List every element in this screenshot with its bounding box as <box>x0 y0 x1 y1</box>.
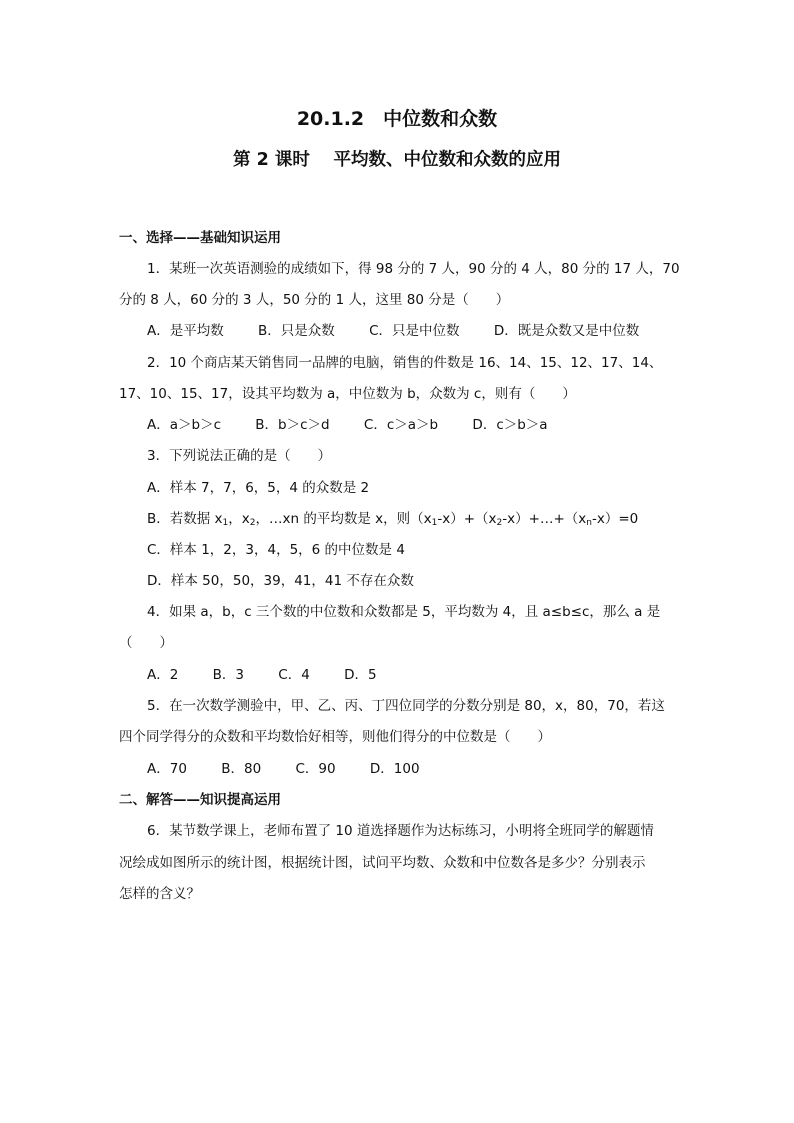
q5-option-d: D．100 <box>369 761 420 777</box>
q3-option-b-text: ，x <box>228 511 250 527</box>
q3-option-b-text: -x）+（x <box>437 511 497 527</box>
q2-option-a: A．a＞b＞c <box>147 417 221 433</box>
q1-line-1: 1．某班一次英语测验的成绩如下，得 98 分的 7 人，90 分的 4 人，80 分的 17 人，70 <box>147 261 680 277</box>
subscript: 1 <box>431 518 438 528</box>
q1-option-b: B．只是众数 <box>258 323 335 339</box>
q5-option-a: A．70 <box>147 761 187 777</box>
page-title: 20.1.2 中位数和众数 <box>296 108 498 130</box>
q4-option-b: B．3 <box>212 667 244 683</box>
q2-option-d: D．c＞b＞a <box>472 417 548 433</box>
q3-option-b-text: -x）+…+（x <box>502 511 587 527</box>
subscript: 2 <box>249 518 256 528</box>
q1-options <box>147 321 639 341</box>
q3-option-c: C．样本 1，2，3，4，5，6 的中位数是 4 <box>147 542 405 558</box>
q2-option-c: C．c＞a＞b <box>363 417 439 433</box>
q6-line-3: 怎样的含义？ <box>119 886 200 902</box>
q6-line-2: 况绘成如图所示的统计图，根据统计图，试问平均数、众数和中位数各是多少？分别表示 <box>119 855 646 871</box>
section-heading-answer: 二、解答——知识提高运用 <box>119 792 281 808</box>
q3-option-b-text: ，…xn 的平均数是 x，则（x <box>255 511 432 527</box>
q1-option-d: D．既是众数又是中位数 <box>493 323 640 339</box>
q3-option-b-text: B．若数据 x <box>147 511 223 527</box>
q1-option-c: C．只是中位数 <box>369 323 460 339</box>
q4-option-a: A．2 <box>147 667 179 683</box>
q3-stem: 3．下列说法正确的是（ ） <box>147 448 332 464</box>
q1-option-a: A．是平均数 <box>147 323 224 339</box>
q4-option-d: D．5 <box>344 667 377 683</box>
q3-option-b <box>147 509 638 529</box>
page-subtitle: 第 2 课时 平均数、中位数和众数的应用 <box>233 150 561 170</box>
q2-line-2: 17、10、15、17，设其平均数为 a，中位数为 b，众数为 c，则有（ ） <box>119 386 576 402</box>
q5-option-c: C．90 <box>295 761 336 777</box>
q2-option-b: B．b＞c＞d <box>255 417 330 433</box>
subscript: n <box>586 518 592 528</box>
q4-options <box>147 665 377 685</box>
q5-line-1: 5．在一次数学测验中，甲、乙、丙、丁四位同学的分数分别是 80，x，80，70，若这 <box>147 698 665 714</box>
q2-line-1: 2．10 个商店某天销售同一品牌的电脑，销售的件数是 16、14、15、12、17、14、 <box>147 355 663 371</box>
section-heading-choice: 一、选择——基础知识运用 <box>119 230 281 246</box>
q1-line-2: 分的 8 人，60 分的 3 人，50 分的 1 人，这里 80 分是（ ） <box>119 292 510 308</box>
q3-option-b-text: -x）=0 <box>591 511 639 527</box>
q4-line-2: （ ） <box>119 635 173 651</box>
q4-line-1: 4．如果 a，b，c 三个数的中位数和众数都是 5，平均数为 4，且 a≤b≤c，那么 a 是 <box>147 604 661 620</box>
q5-option-b: B．80 <box>221 761 262 777</box>
q4-option-c: C．4 <box>278 667 310 683</box>
q3-option-a: A．样本 7，7，6，5，4 的众数是 2 <box>147 480 370 496</box>
q5-options <box>147 759 420 779</box>
subscript: 1 <box>222 518 229 528</box>
q2-options <box>147 415 548 435</box>
q6-line-1: 6．某节数学课上，老师布置了 10 道选择题作为达标练习，小明将全班同学的解题情 <box>147 823 654 839</box>
q5-line-2: 四个同学得分的众数和平均数恰好相等，则他们得分的中位数是（ ） <box>119 729 551 745</box>
q3-option-d: D．样本 50，50，39，41，41 不存在众数 <box>147 573 414 589</box>
subscript: 2 <box>496 518 503 528</box>
